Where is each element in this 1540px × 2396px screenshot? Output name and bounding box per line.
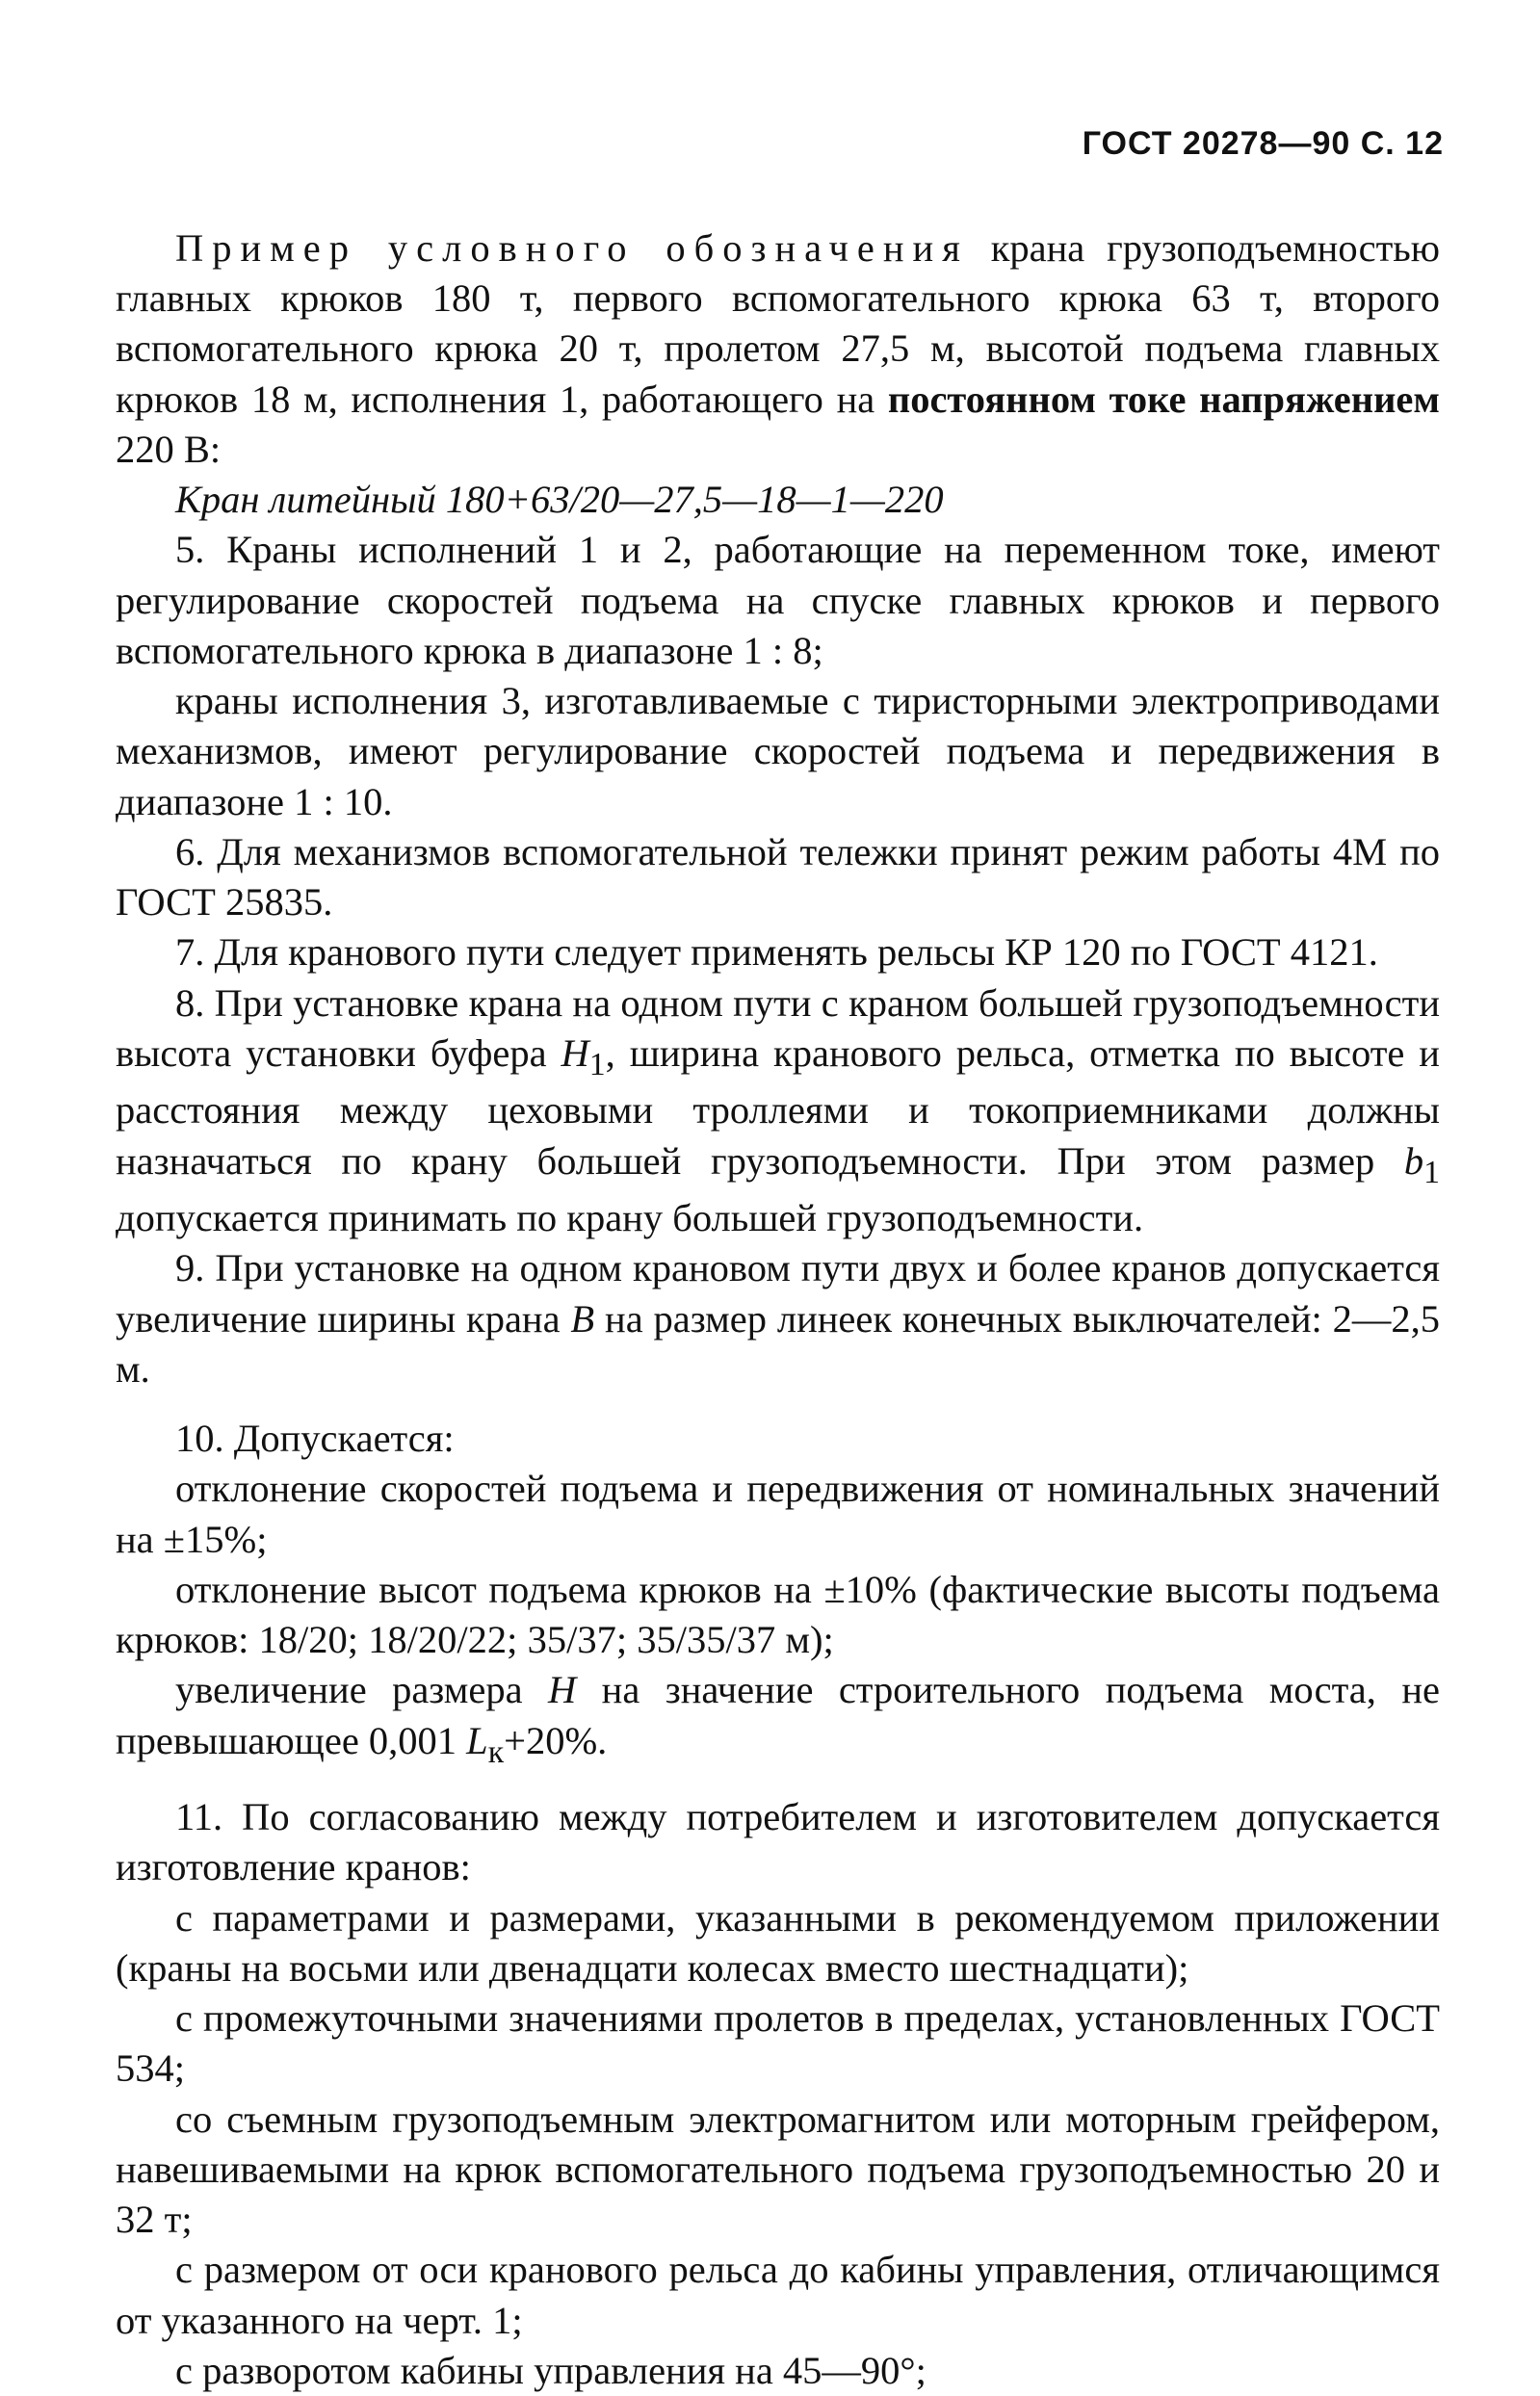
paragraph-9 [116,1243,1440,1394]
p8-sub-1: 1 [588,1046,606,1082]
page-header: ГОСТ 20278—90 С. 12 [1082,125,1444,162]
example-text: крана грузоподъемностью главных крюков 180 т, первого вспомогательного крюка 63 т, второго вспомогательного крюка 20 т, пролетом 27,5 м, высотой подъема главных крюков 18 м, исполнения 1, работающего на [116,226,1440,421]
p9-var-b: B [570,1296,595,1341]
p8-part2: , ширина кранового рельса, отметка по высоте и расстояния между цеховыми троллеями и токоприемниками должны назначаться по крану большей грузоподъемности. При этом размер [116,1030,1440,1183]
p9-part2: на размер линеек конечных выключателей: 2—2,5 м. [116,1296,1440,1391]
example-tail: 220 В: [116,427,222,471]
paragraph-6: 6. Для механизмов вспомогательной тележки принят режим работы 4М по ГОСТ 25835. [116,829,1440,925]
paragraph-11e: с разворотом кабины управления на 45—90°; [175,2348,927,2392]
paragraph-11a: с параметрами и размерами, указанными в рекомендуемом приложении (краны на восьми или двенадцати колесах вместо шестнадцати); [116,1895,1440,1990]
example-bold-text: постоянном токе напряжением [887,377,1440,421]
p10c-part1: увеличение размера [175,1668,548,1712]
crane-designation: Кран литейный 180+63/20—27,5—18—1—220 [175,478,944,522]
paragraph-10: 10. Допускается: [175,1417,455,1461]
p10c-part3: +20%. [504,1718,608,1762]
p8-sub-2: 1 [1423,1154,1440,1190]
paragraph-5b: краны исполнения 3, изготавливаемые с тиристорными электроприводами механизмов, имеют регулирование скоростей подъема и передвижения в диапазоне 1 : 10. [116,679,1440,823]
paragraph-11d: с размером от оси кранового рельса до кабины управления, отличающимся от указанного на черт. 1; [116,2248,1440,2342]
paragraph-10a: отклонение скоростей подъема и передвижения от номинальных значений на ±15%; [116,1467,1440,1561]
p10c-var-l: L [466,1718,488,1762]
paragraph-11: 11. По согласованию между потребителем и изготовителем допускается изготовление кранов: [116,1795,1440,1889]
p10c-part2: на значение строительного подъема моста, не превышающее 0,001 [116,1668,1440,1762]
example-spaced-label: Пример условного обозначения [175,226,969,270]
p9-part1: 9. При установке на одном крановом пути двух и более кранов допускается увеличение ширины крана [116,1246,1440,1341]
paragraph-7: 7. Для кранового пути следует применять рельсы КР 120 по ГОСТ 4121. [175,930,1378,975]
example-paragraph [116,223,1440,475]
p10c-sub-k: к [487,1733,505,1770]
document-body [116,223,1440,2396]
p8-var-b: b [1403,1138,1424,1183]
paragraph-8 [116,978,1440,1244]
paragraph-11c: со съемным грузоподъемным электромагнитом или моторным грейфером, навешиваемыми на крюк вспомогательного подъема грузоподъемностью 20 и 32 т; [116,2096,1440,2242]
paragraph-10c [116,1665,1440,1773]
p8-var-h: H [561,1030,589,1075]
p10c-var-h: H [547,1668,577,1712]
paragraph-11b: с промежуточными значениями пролетов в пределах, установленных ГОСТ 534; [116,1996,1440,2091]
p8-part3: допускается принимать по крану большей грузоподъемности. [116,1196,1144,1240]
paragraph-5a: 5. Краны исполнений 1 и 2, работающие на переменном токе, имеют регулирование скоростей подъема на спуске главных крюков и первого вспомогательного крюка в диапазоне 1 : 8; [116,528,1440,672]
p8-part1: 8. При установке крана на одном пути с краном большей грузоподъемности высота установки буфера [116,980,1440,1075]
paragraph-10b: отклонение высот подъема крюков на ±10% (фактические высоты подъема крюков: 18/20; 18/20/22; 35/37; 35/35/37 м); [116,1567,1440,1662]
